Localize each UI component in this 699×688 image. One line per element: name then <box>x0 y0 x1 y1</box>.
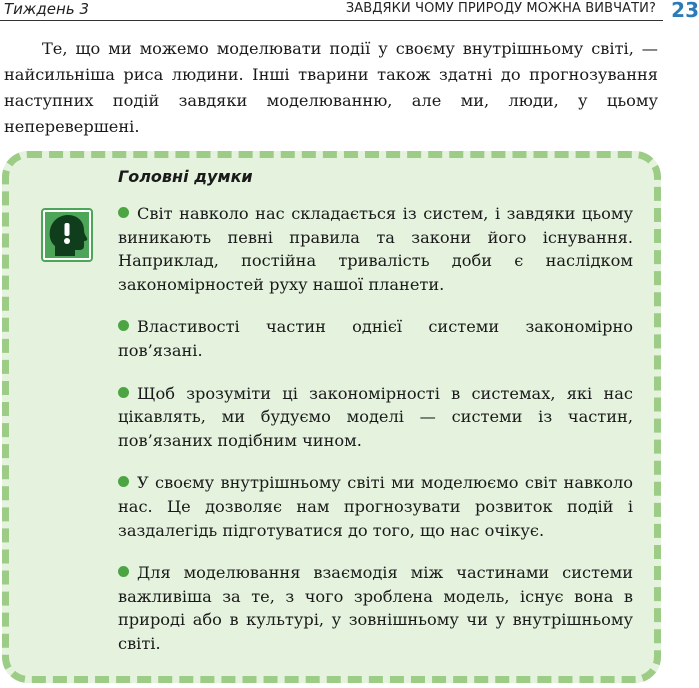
key-ideas-list <box>118 202 633 675</box>
page-number: 23 <box>671 0 699 22</box>
intro-text: Те, що ми можемо моделювати події у своєму внутрішньому світі, — найсильніша риса людини. Інші тварини також здатні до прогнозування наступних подій завдяки моделюванню, але ми, люди, у цьому неперевершені. <box>4 39 658 136</box>
page-header <box>0 0 699 24</box>
bullet-dot <box>118 320 129 331</box>
header-rule <box>0 20 663 21</box>
key-ideas-title: Головні думки <box>118 167 253 186</box>
list-item <box>118 471 633 542</box>
running-title: ЗАВДЯКИ ЧОМУ ПРИРОДУ МОЖНА ВИВЧАТИ? <box>345 1 656 16</box>
list-item <box>118 561 633 655</box>
head-exclamation-svg <box>45 212 89 258</box>
bullet-text: Щоб зрозуміти ці закономірності в системах, які нас цікавлять, ми будуємо моделі — системи із частин, пов’язаних подібним чином. <box>118 383 633 450</box>
bullet-text: Властивості частин однієї системи закономірно пов’язані. <box>118 317 633 360</box>
week-label: Тиждень 3 <box>4 0 89 18</box>
intro-paragraph <box>4 36 658 140</box>
head-exclamation-icon <box>41 208 93 262</box>
list-item <box>118 382 633 453</box>
bullet-text: У своєму внутрішньому світі ми моделюємо світ навколо нас. Це дозволяє нам прогнозувати розвиток подій і заздалегідь підготуватися до того, що нас очікує. <box>118 473 633 540</box>
bullet-dot <box>118 476 129 487</box>
bullet-text: Світ навколо нас складається із систем, і завдяки цьому виникають певні правила та закони його існування. Наприклад, постійна тривалість доби є наслідком закономірностей руху нашої планети. <box>118 204 633 294</box>
list-item <box>118 315 633 362</box>
bullet-dot <box>118 207 129 218</box>
bullet-text: Для моделювання взаємодія між частинами системи важливіша за те, з чого зроблена модель, існує вона в природі або в культурі, у зовнішньому чи у внутрішньому світі. <box>118 563 633 653</box>
bullet-dot <box>118 566 129 577</box>
bullet-dot <box>118 387 129 398</box>
list-item <box>118 202 633 296</box>
